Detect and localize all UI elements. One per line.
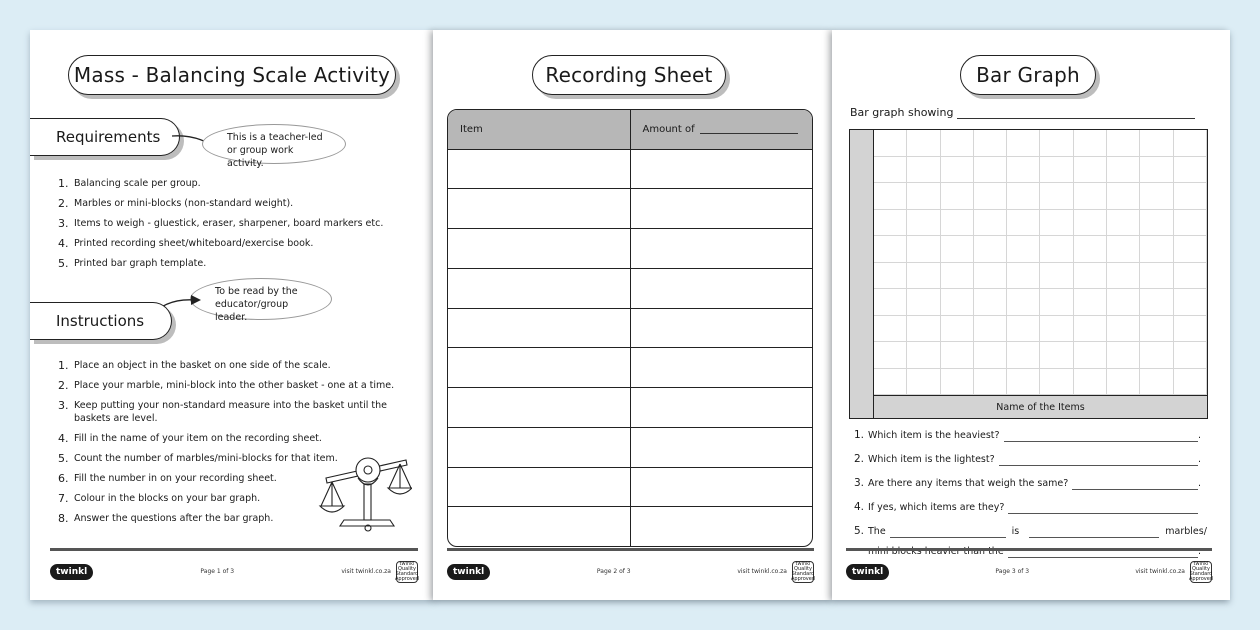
graph-subject-line: Bar graph showing	[850, 106, 1195, 119]
worksheet-page-3	[832, 30, 1230, 600]
table-row	[448, 268, 812, 308]
recording-table	[447, 109, 813, 547]
list-item: 3. Items to weigh - gluestick, eraser, sharpener, board markers etc.	[58, 217, 384, 230]
website-link[interactable]: visit twinkl.co.za	[341, 568, 391, 575]
instructions-note: To be read by the educator/group leader.	[190, 278, 332, 320]
requirements-list	[58, 177, 404, 277]
answer-blank[interactable]	[1004, 432, 1198, 442]
list-item: 7. Colour in the blocks on your bar graph.	[58, 492, 261, 505]
item-cell[interactable]	[448, 388, 630, 427]
quality-badge-icon: twinkl Quality Standard Approved	[1189, 560, 1213, 582]
amount-cell[interactable]	[630, 309, 813, 348]
table-row	[448, 427, 812, 467]
amount-unit-blank[interactable]	[700, 124, 798, 134]
page-title: Recording Sheet	[532, 55, 726, 95]
list-item: 2. Marbles or mini-blocks (non-standard weight).	[58, 197, 294, 210]
balancing-scale-icon	[318, 448, 412, 532]
question-item: 4. If yes, which items are they?	[854, 501, 1202, 514]
twinkl-logo: twinkl	[50, 564, 93, 580]
twinkl-logo: twinkl	[846, 564, 889, 580]
list-item: 5. Printed bar graph template.	[58, 257, 207, 270]
list-item: 4. Printed recording sheet/whiteboard/exercise book.	[58, 237, 314, 250]
page-title: Bar Graph	[960, 55, 1096, 95]
amount-cell[interactable]	[630, 428, 813, 467]
instructions-heading: Instructions	[30, 302, 172, 340]
page-footer	[50, 548, 418, 588]
table-row	[448, 506, 812, 546]
graph-subject-blank[interactable]	[957, 109, 1195, 119]
amount-cell[interactable]	[630, 269, 813, 308]
worksheet-page-2	[433, 30, 832, 600]
list-item: 8. Answer the questions after the bar graph.	[58, 512, 274, 525]
table-row	[448, 308, 812, 348]
table-row	[448, 387, 812, 427]
amount-cell[interactable]	[630, 229, 813, 268]
answer-blank[interactable]	[890, 528, 1006, 538]
table-row	[448, 228, 812, 268]
requirements-note: This is a teacher-led or group work activity.	[202, 124, 346, 164]
table-row	[448, 188, 812, 228]
amount-cell[interactable]	[630, 348, 813, 387]
list-item: 1. Balancing scale per group.	[58, 177, 201, 190]
page-footer	[447, 548, 814, 588]
table-header-row	[448, 110, 812, 149]
amount-cell[interactable]	[630, 150, 813, 189]
worksheet-page-1	[30, 30, 434, 600]
list-item: 1. Place an object in the basket on one side of the scale.	[58, 359, 331, 372]
table-row	[448, 467, 812, 507]
answer-blank[interactable]	[1029, 528, 1159, 538]
amount-cell[interactable]	[630, 388, 813, 427]
question-item: 2. Which item is the lightest? .	[854, 453, 1202, 465]
website-link[interactable]: visit twinkl.co.za	[1135, 568, 1185, 575]
item-cell[interactable]	[448, 150, 630, 189]
graph-grid[interactable]	[874, 130, 1207, 395]
list-item: 5. Count the number of marbles/mini-blocks for that item.	[58, 452, 338, 465]
x-axis-label: Name of the Items	[874, 395, 1207, 418]
twinkl-logo: twinkl	[447, 564, 490, 580]
bar-graph-template	[849, 129, 1208, 419]
y-axis-label-area[interactable]	[850, 130, 874, 418]
list-item: 3. Keep putting your non-standard measure into the basket until the baskets are level.	[58, 399, 388, 424]
page-number: Page 2 of 3	[596, 568, 631, 575]
item-cell[interactable]	[448, 229, 630, 268]
answer-blank[interactable]	[1008, 504, 1198, 514]
question-item: 3. Are there any items that weigh the same? .	[854, 477, 1202, 489]
item-cell[interactable]	[448, 428, 630, 467]
item-cell[interactable]	[448, 468, 630, 507]
item-cell[interactable]	[448, 269, 630, 308]
answer-blank[interactable]	[1072, 480, 1198, 490]
amount-cell[interactable]	[630, 468, 813, 507]
item-cell[interactable]	[448, 189, 630, 228]
amount-cell[interactable]	[630, 189, 813, 228]
table-row	[448, 347, 812, 387]
quality-badge-icon: twinkl Quality Standard Approved	[395, 560, 419, 582]
question-item: 1. Which item is the heaviest? .	[854, 429, 1202, 441]
quality-badge-icon: twinkl Quality Standard Approved	[791, 560, 815, 582]
column-header-item: Item	[460, 123, 483, 135]
table-row	[448, 149, 812, 189]
column-header-amount: Amount of	[630, 110, 813, 149]
list-item: 6. Fill the number in on your recording sheet.	[58, 472, 277, 485]
question-item: 5. The is marbles/ mini blocks heavier than the .	[854, 525, 1207, 557]
website-link[interactable]: visit twinkl.co.za	[737, 568, 787, 575]
requirements-heading: Requirements	[30, 118, 180, 156]
item-cell[interactable]	[448, 348, 630, 387]
page-title: Mass - Balancing Scale Activity	[68, 55, 396, 95]
list-item: 2. Place your marble, mini-block into the other basket - one at a time.	[58, 379, 395, 392]
list-item: 4. Fill in the name of your item on the recording sheet.	[58, 432, 322, 445]
page-number: Page 1 of 3	[200, 568, 235, 575]
answer-blank[interactable]	[999, 456, 1198, 466]
page-footer	[846, 548, 1212, 588]
amount-cell[interactable]	[630, 507, 813, 546]
item-cell[interactable]	[448, 309, 630, 348]
item-cell[interactable]	[448, 507, 630, 546]
page-number: Page 3 of 3	[995, 568, 1030, 575]
